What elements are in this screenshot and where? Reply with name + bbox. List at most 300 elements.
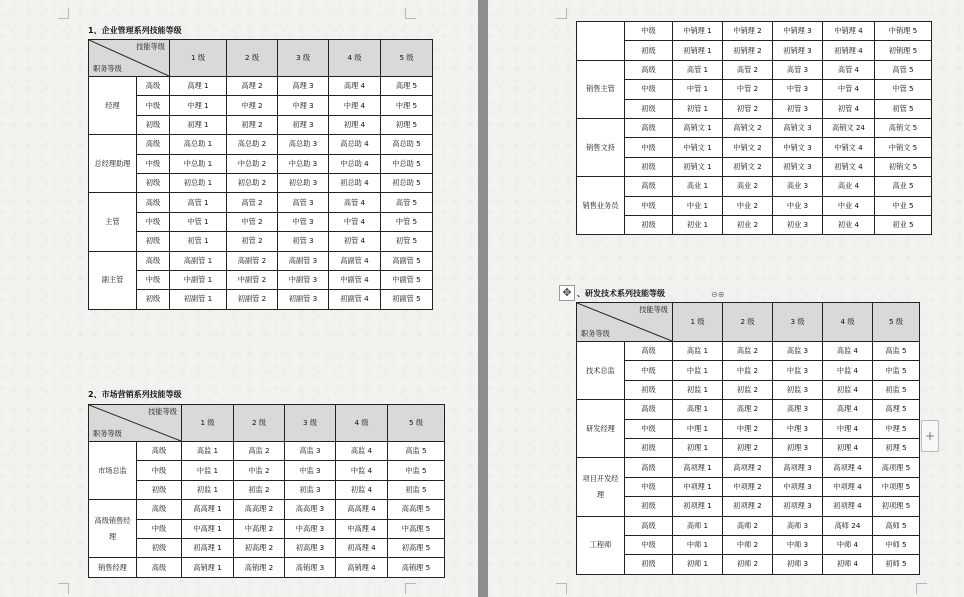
section-title-management: 1、企业管理系列技能等级 [88,26,182,35]
skill-grade-cell: 初总助 2 [227,173,278,192]
skill-grade-cell: 初项理 3 [773,497,823,516]
skill-grade-cell: 高监 3 [773,342,823,361]
skill-grade-cell: 初师 1 [673,555,723,574]
skill-level-label: 技能等级 [639,305,668,314]
skill-grade-cell: 高高理 4 [336,500,388,519]
grade-cell: 初级 [625,99,673,118]
skill-grade-cell: 初销文 3 [773,157,823,176]
grade-cell: 高级 [137,442,182,461]
diagonal-header-cell [89,405,182,442]
skill-grade-cell: 中销文 2 [723,138,773,157]
skill-grade-cell: 中理 1 [170,96,227,115]
level-header-cell: 5 级 [388,405,445,442]
grade-cell: 初级 [625,497,673,516]
grade-cell: 中级 [625,419,673,438]
table-row [89,480,445,499]
skill-grade-cell: 中监 2 [723,361,773,380]
diagonal-header-cell [577,303,673,342]
skill-grade-cell: 初监 3 [773,380,823,399]
skill-grade-cell: 初理 2 [227,115,278,134]
skill-grade-cell: 高管 3 [278,193,329,212]
page-corner-mark [58,583,69,594]
skill-grade-cell: 中高理 2 [234,519,285,538]
skill-grade-cell: 中项理 5 [873,477,920,496]
skill-grade-cell: 高管 3 [773,60,823,79]
level-header-cell: 4 级 [823,303,873,342]
skill-grade-cell: 中销理 1 [673,22,723,41]
skill-grade-cell: 高理 1 [170,77,227,96]
position-cell: 副主管 [89,251,137,309]
table-row [89,154,433,173]
skill-grade-cell: 高销理 5 [388,558,445,577]
skill-grade-cell: 中高理 5 [388,519,445,538]
skill-grade-cell: 初监 1 [182,480,234,499]
skill-grade-cell: 中业 4 [823,196,875,215]
skill-grade-cell: 初销文 5 [875,157,932,176]
skill-grade-cell: 高总助 1 [170,135,227,154]
table-row [89,290,433,309]
grade-cell: 高级 [137,500,182,519]
table-row [89,558,445,577]
skill-grade-cell: 初高理 4 [336,538,388,557]
skill-grade-cell: 初副管 4 [329,290,381,309]
skill-grade-cell: 高销理 3 [285,558,336,577]
skill-grade-cell: 中副管 3 [278,270,329,289]
skill-grade-cell: 高监 4 [823,342,873,361]
grade-cell: 中级 [625,535,673,554]
level-header-cell: 3 级 [285,405,336,442]
skill-grade-cell: 高销文 3 [773,118,823,137]
skill-grade-cell: 中总助 1 [170,154,227,173]
skill-grade-cell: 高销文 24 [823,118,875,137]
grade-cell: 初级 [625,555,673,574]
skill-grade-cell: 初业 2 [723,215,773,234]
table-row [89,442,445,461]
skill-grade-cell: 高管 1 [673,60,723,79]
skill-grade-cell: 中管 5 [381,212,433,231]
grade-cell: 高级 [625,118,673,137]
skill-grade-cell: 中总助 2 [227,154,278,173]
table-row [89,96,433,115]
skill-grade-cell: 中总助 5 [381,154,433,173]
table-move-handle[interactable]: ✥ [559,285,575,301]
position-cell [577,22,625,61]
position-cell: 经理 [89,77,137,135]
skill-grade-cell: 高管 2 [227,193,278,212]
position-cell: 技术总监 [577,342,625,400]
table-row [577,118,932,137]
table-row [89,500,445,519]
table-row [89,538,445,557]
skill-grade-cell: 中师 2 [723,535,773,554]
skill-grade-cell: 中监 1 [182,461,234,480]
skill-grade-cell: 初监 4 [823,380,873,399]
skill-grade-cell: 高副管 5 [381,251,433,270]
skill-grade-cell: 初总助 4 [329,173,381,192]
skill-grade-cell: 初师 3 [773,555,823,574]
position-cell: 高级销售经理 [89,500,137,558]
skill-grade-cell: 中监 1 [673,361,723,380]
skill-grade-cell: 中监 3 [285,461,336,480]
skill-grade-cell: 高师 3 [773,516,823,535]
skill-grade-cell: 初管 3 [773,99,823,118]
skill-grade-cell: 高销文 2 [723,118,773,137]
skill-grade-cell: 初监 5 [873,380,920,399]
table-row [577,177,932,196]
skill-grade-cell: 初管 4 [823,99,875,118]
skill-grade-cell: 中管 1 [673,80,723,99]
table-row [577,438,920,457]
skill-grade-cell: 中副管 4 [329,270,381,289]
skill-grade-cell: 中监 2 [234,461,285,480]
table-row [577,535,920,554]
page-corner-mark [916,583,927,594]
skill-grade-cell: 中业 1 [673,196,723,215]
table-row [577,419,920,438]
grade-cell: 初级 [137,115,170,134]
position-cell: 工程师 [577,516,625,574]
skill-grade-cell: 初销理 3 [773,41,823,60]
skill-grade-cell: 中销理 5 [875,22,932,41]
skill-grade-cell: 中项理 3 [773,477,823,496]
skill-grade-cell: 中总助 4 [329,154,381,173]
skill-grade-cell: 初管 2 [227,232,278,251]
skill-grade-cell: 高总助 5 [381,135,433,154]
skill-grade-cell: 中销理 3 [773,22,823,41]
skill-grade-cell: 中理 5 [873,419,920,438]
table-row [89,519,445,538]
skill-grade-cell: 初总助 3 [278,173,329,192]
skill-grade-cell: 中师 1 [673,535,723,554]
skill-grade-cell: 中理 3 [278,96,329,115]
skill-grade-cell: 初销理 4 [823,41,875,60]
skill-grade-cell: 初销文 2 [723,157,773,176]
skill-grade-cell: 初业 3 [773,215,823,234]
grade-cell: 初级 [625,41,673,60]
skill-grade-cell: 中销文 3 [773,138,823,157]
level-header-cell: 1 级 [170,40,227,77]
skill-grade-cell: 中销理 4 [823,22,875,41]
skill-grade-cell: 中监 4 [823,361,873,380]
table-row [89,115,433,134]
skill-grade-cell: 高总助 2 [227,135,278,154]
skill-grade-cell: 中项理 1 [673,477,723,496]
grade-cell: 中级 [625,80,673,99]
skill-grade-cell: 中管 3 [278,212,329,231]
grade-cell: 中级 [625,22,673,41]
level-header-cell: 4 级 [336,405,388,442]
grade-cell: 初级 [137,173,170,192]
skill-grade-cell: 初总助 1 [170,173,227,192]
grade-cell: 初级 [137,480,182,499]
skill-grade-cell: 高理 3 [773,400,823,419]
skill-grade-cell: 初管 5 [381,232,433,251]
skill-grade-cell: 初副管 5 [381,290,433,309]
table-row [577,41,932,60]
skill-grade-cell: 初高理 3 [285,538,336,557]
add-column-button[interactable]: + [921,420,939,452]
skill-grade-cell: 初监 1 [673,380,723,399]
table-row [577,400,920,419]
level-header-cell: 3 级 [278,40,329,77]
skill-grade-cell: 初项理 1 [673,497,723,516]
skill-grade-cell: 高副管 1 [170,251,227,270]
skill-grade-cell: 高副管 4 [329,251,381,270]
position-level-label: 职务等级 [93,64,122,73]
grade-cell: 高级 [625,400,673,419]
grade-cell: 中级 [137,212,170,231]
skill-grade-cell: 中业 3 [773,196,823,215]
skill-grade-cell: 中高理 1 [182,519,234,538]
skill-level-label: 技能等级 [148,407,177,416]
grade-cell: 中级 [137,154,170,173]
skill-grade-cell: 初管 2 [723,99,773,118]
skill-grade-cell: 高师 5 [873,516,920,535]
skill-grade-cell: 高理 2 [723,400,773,419]
skill-grade-cell: 初理 2 [723,438,773,457]
skill-grade-cell: 初副管 3 [278,290,329,309]
skill-grade-cell: 初项理 4 [823,497,873,516]
grade-cell: 高级 [137,135,170,154]
skill-grade-cell: 中管 2 [227,212,278,231]
skill-grade-cell: 中副管 1 [170,270,227,289]
skill-grade-cell: 中监 3 [773,361,823,380]
grade-cell: 中级 [625,196,673,215]
table-collapse-control[interactable]: ⊖⊕ [711,290,725,299]
skill-grade-cell: 高监 2 [234,442,285,461]
skill-grade-cell: 高理 1 [673,400,723,419]
page-corner-mark [556,583,567,594]
table-row [577,138,932,157]
level-header-cell: 2 级 [234,405,285,442]
skill-grade-cell: 高总助 3 [278,135,329,154]
skill-grade-cell: 初项理 2 [723,497,773,516]
skill-grade-cell: 初项理 5 [873,497,920,516]
skill-grade-cell: 中管 2 [723,80,773,99]
grade-cell: 初级 [137,232,170,251]
skill-level-label: 技能等级 [136,42,165,51]
skill-grade-cell: 高副管 3 [278,251,329,270]
skill-grade-cell: 初理 3 [773,438,823,457]
skill-grade-cell: 初监 4 [336,480,388,499]
skill-grade-cell: 高项理 1 [673,458,723,477]
skill-grade-cell: 中销文 4 [823,138,875,157]
position-cell: 研发经理 [577,400,625,458]
skill-grade-cell: 高高理 2 [234,500,285,519]
skill-grade-cell: 高业 2 [723,177,773,196]
skill-grade-cell: 中业 5 [875,196,932,215]
skill-grade-cell: 中管 4 [329,212,381,231]
level-header-cell: 5 级 [381,40,433,77]
skill-grade-cell: 高师 1 [673,516,723,535]
skill-grade-cell: 初理 1 [170,115,227,134]
table-row [577,60,932,79]
table-row [577,157,932,176]
skill-grade-cell: 中销文 5 [875,138,932,157]
grade-cell: 高级 [625,60,673,79]
table-row [577,80,932,99]
skill-grade-cell: 初师 5 [873,555,920,574]
skill-grade-cell: 高副管 2 [227,251,278,270]
position-level-label: 职务等级 [581,329,610,338]
position-cell: 市场总监 [89,442,137,500]
grade-cell: 中级 [137,96,170,115]
table-row [89,212,433,231]
table-row [577,497,920,516]
skill-grade-cell: 初销文 1 [673,157,723,176]
grade-cell: 中级 [137,519,182,538]
skill-grade-cell: 高理 3 [278,77,329,96]
level-header-cell: 3 级 [773,303,823,342]
skill-grade-cell: 中管 3 [773,80,823,99]
grade-cell: 中级 [137,461,182,480]
skill-grade-cell: 高管 5 [875,60,932,79]
grade-cell: 高级 [137,558,182,577]
skill-grade-cell: 初销理 2 [723,41,773,60]
table-row [577,361,920,380]
level-header-cell: 2 级 [227,40,278,77]
skill-grade-cell: 高业 5 [875,177,932,196]
skill-grade-cell: 高管 4 [823,60,875,79]
page-corner-mark [58,8,69,19]
grade-cell: 初级 [625,380,673,399]
skill-grade-cell: 高项理 3 [773,458,823,477]
section-title-marketing: 2、市场营销系列技能等级 [88,390,182,399]
skill-grade-cell: 高理 4 [823,400,873,419]
skill-grade-cell: 高业 3 [773,177,823,196]
grade-cell: 中级 [625,361,673,380]
skill-grade-cell: 初高理 5 [388,538,445,557]
skill-grade-cell: 中师 5 [873,535,920,554]
position-cell: 项目开发经理 [577,458,625,516]
skill-grade-cell: 高监 2 [723,342,773,361]
skill-grade-cell: 高监 3 [285,442,336,461]
skill-grade-cell: 高管 2 [723,60,773,79]
skill-grade-cell: 初师 2 [723,555,773,574]
skill-grade-cell: 高监 4 [336,442,388,461]
table-row [577,555,920,574]
position-cell: 总经理助理 [89,135,137,193]
skill-grade-cell: 高销文 5 [875,118,932,137]
skill-grade-cell: 初理 4 [329,115,381,134]
skill-grade-cell: 初理 5 [873,438,920,457]
position-level-label: 职务等级 [93,429,122,438]
skill-grade-cell: 初业 4 [823,215,875,234]
marketing-grade-table [88,404,445,578]
table-row [89,173,433,192]
skill-grade-cell: 初理 4 [823,438,873,457]
page-corner-mark [556,8,567,19]
level-header-cell: 2 级 [723,303,773,342]
skill-grade-cell: 中管 1 [170,212,227,231]
skill-grade-cell: 中理 4 [329,96,381,115]
grade-cell: 初级 [625,438,673,457]
skill-grade-cell: 高高理 3 [285,500,336,519]
level-header-cell: 1 级 [182,405,234,442]
level-header-cell: 5 级 [873,303,920,342]
skill-grade-cell: 初管 1 [673,99,723,118]
skill-grade-cell: 中理 2 [723,419,773,438]
skill-grade-cell: 高监 1 [673,342,723,361]
skill-grade-cell: 高理 5 [873,400,920,419]
table-row [577,458,920,477]
table-row [89,232,433,251]
table-row [577,215,932,234]
table-row [577,477,920,496]
skill-grade-cell: 高管 5 [381,193,433,212]
skill-grade-cell: 中管 5 [875,80,932,99]
table-row [577,380,920,399]
document-page-left [0,0,478,597]
skill-grade-cell: 高总助 4 [329,135,381,154]
grade-cell: 初级 [137,290,170,309]
skill-grade-cell: 中理 2 [227,96,278,115]
table-row [89,77,433,96]
skill-grade-cell: 初监 3 [285,480,336,499]
grade-cell: 高级 [625,458,673,477]
skill-grade-cell: 中副管 5 [381,270,433,289]
table-row [89,193,433,212]
skill-grade-cell: 中高理 3 [285,519,336,538]
skill-grade-cell: 中理 4 [823,419,873,438]
section-title-rd: 、研发技术系列技能等级 [577,289,665,298]
skill-grade-cell: 初理 1 [673,438,723,457]
table-row [89,461,445,480]
diagonal-header-cell [89,40,170,77]
skill-grade-cell: 初副管 2 [227,290,278,309]
skill-grade-cell: 高项理 4 [823,458,873,477]
table-row [577,99,932,118]
skill-grade-cell: 高师 2 [723,516,773,535]
skill-grade-cell: 高管 4 [329,193,381,212]
table-row [577,196,932,215]
skill-grade-cell: 中监 5 [388,461,445,480]
skill-grade-cell: 中监 4 [336,461,388,480]
skill-grade-cell: 高监 5 [873,342,920,361]
skill-grade-cell: 初副管 1 [170,290,227,309]
grade-cell: 中级 [625,477,673,496]
rd-grade-table [576,302,920,575]
skill-grade-cell: 初销理 5 [875,41,932,60]
skill-grade-cell: 中管 4 [823,80,875,99]
skill-grade-cell: 初高理 1 [182,538,234,557]
skill-grade-cell: 初业 1 [673,215,723,234]
position-cell: 销售文持 [577,118,625,176]
grade-cell: 初级 [625,157,673,176]
position-cell: 销售业务员 [577,177,625,235]
position-cell: 主管 [89,193,137,251]
marketing-grade-table-continued [576,21,932,235]
grade-cell: 中级 [137,270,170,289]
level-header-cell: 1 级 [673,303,723,342]
skill-grade-cell: 初总助 5 [381,173,433,192]
skill-grade-cell: 中监 5 [873,361,920,380]
grade-cell: 高级 [625,342,673,361]
page-corner-mark [405,8,416,19]
skill-grade-cell: 初管 4 [329,232,381,251]
skill-grade-cell: 高业 1 [673,177,723,196]
skill-grade-cell: 初管 3 [278,232,329,251]
page-corner-mark [405,583,416,594]
skill-grade-cell: 中理 1 [673,419,723,438]
skill-grade-cell: 中销理 2 [723,22,773,41]
skill-grade-cell: 高高理 5 [388,500,445,519]
grade-cell: 初级 [137,538,182,557]
skill-grade-cell: 高项理 5 [873,458,920,477]
skill-grade-cell: 初业 5 [875,215,932,234]
skill-grade-cell: 高监 5 [388,442,445,461]
skill-grade-cell: 初监 5 [388,480,445,499]
